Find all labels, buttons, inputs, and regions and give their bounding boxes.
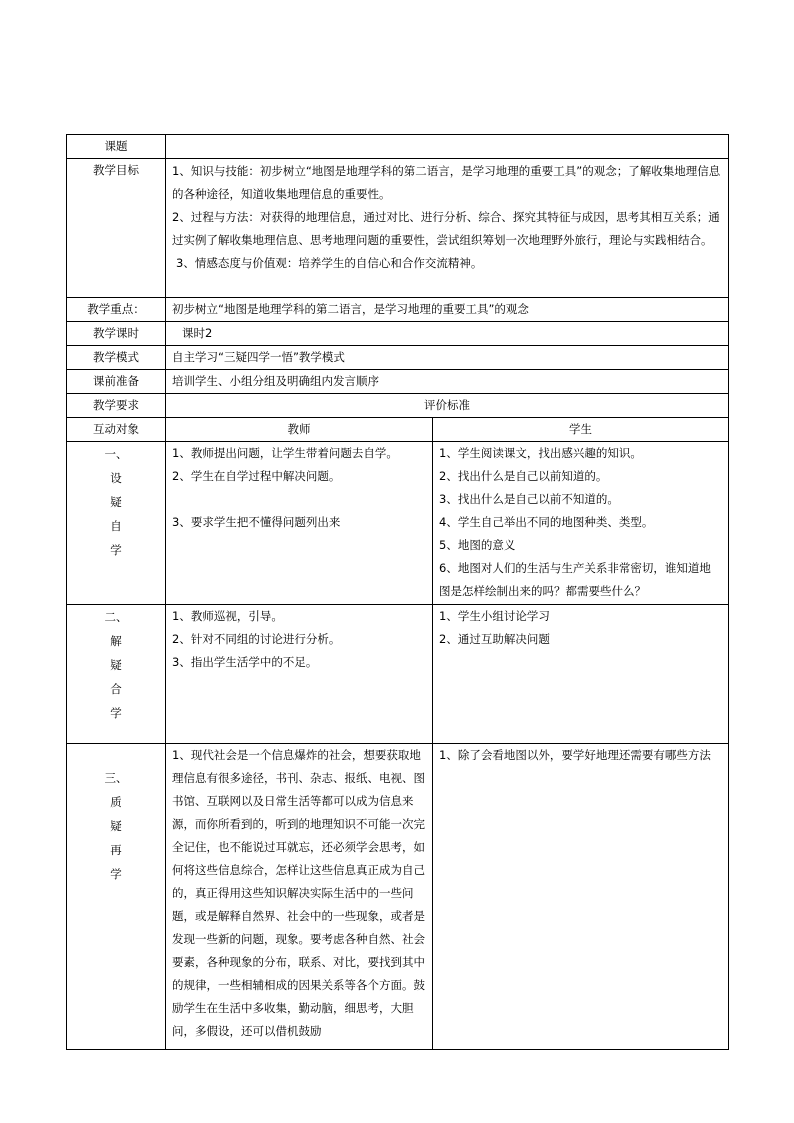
student-header: 学生	[433, 418, 729, 442]
stage-1-student: 1、学生阅读课文，找出感兴趣的知识。 2、找出什么是自己以前知道的。 3、找出什么是自己以前不知道的。 4、学生自己举出不同的地图种类、类型。 5、地图的意义 6、地图对人们的生活与生产关系非常密切，谁知道地图是怎样绘制出来的吗？都需要些什么？	[433, 442, 729, 605]
goal-item: 2、过程与方法：对获得的地理信息，通过对比、进行分析、综合、探究其特征与成因，思考其相互关系；通过实例了解收集地理信息、思考地理问题的重要性，尝试组织筹划一次地理野外旅行，理论与实践相结合。	[172, 210, 720, 247]
hours-value: 课时2	[166, 322, 729, 346]
stage-2-label: 二、 解 疑 合 学	[67, 605, 166, 744]
req-value: 评价标准	[166, 394, 729, 418]
stage-3-student: 1、除了会看地图以外，要学好地理还需要有哪些方法	[433, 744, 729, 1050]
lesson-plan-table	[66, 134, 729, 1050]
row-mode	[67, 346, 729, 370]
row-stage-1	[67, 442, 729, 605]
req-label: 教学要求	[67, 394, 166, 418]
mode-label: 教学模式	[67, 346, 166, 370]
stage-2-student: 1、学生小组讨论学习 2、通过互助解决问题	[433, 605, 729, 744]
key-point-label: 教学重点：	[67, 298, 166, 322]
key-point-value: 初步树立“地图是地理学科的第二语言，是学习地理的重要工具”的观念	[166, 298, 729, 322]
goal-item: 3、情感态度与价值观：培养学生的自信心和合作交流精神。	[176, 256, 483, 270]
stage-3-label: 三、 质 疑 再 学	[67, 744, 166, 1050]
prep-label: 课前准备	[67, 370, 166, 394]
topic-value	[166, 135, 729, 159]
row-goals	[67, 159, 729, 298]
stage-3-teacher: 1、现代社会是一个信息爆炸的社会，想要获取地理信息有很多途径，书刊、杂志、报纸、电视、图书馆、互联网以及日常生活等都可以成为信息来源，而你所看到的，听到的地理知识不可能一次完全记住，也不能说过耳就忘，还必须学会思考，如何将这些信息综合，怎样让这些信息真正成为自己的，真正得用这些知识解决实际生活中的一些问题，或是解释自然界、社会中的一些现象，或者是发现一些新的问题，现象。要考虑各种自然、社会要素，各种现象的分布，联系、对比，要找到其中的规律，一些相辅相成的因果关系等各个方面。鼓励学生在生活中多收集，勤动脑，细思考，大胆问，多假设，还可以借机鼓励	[166, 744, 433, 1050]
goals-content	[166, 159, 729, 298]
row-prep	[67, 370, 729, 394]
stage-2-teacher: 1、教师巡视，引导。 2、针对不同组的讨论进行分析。 3、指出学生活学中的不足。	[166, 605, 433, 744]
topic-label: 课题	[67, 135, 166, 159]
teacher-header: 教师	[166, 418, 433, 442]
row-key-point	[67, 298, 729, 322]
row-topic	[67, 135, 729, 159]
row-interact	[67, 418, 729, 442]
row-req	[67, 394, 729, 418]
goal-item: 1、知识与技能：初步树立“地图是地理学科的第二语言，是学习地理的重要工具”的观念；了解收集地理信息的各种途径，知道收集地理信息的重要性。	[172, 164, 721, 201]
row-stage-2	[67, 605, 729, 744]
row-hours	[67, 322, 729, 346]
hours-label: 教学课时	[67, 322, 166, 346]
prep-value: 培训学生、小组分组及明确组内发言顺序	[166, 370, 729, 394]
mode-value: 自主学习“三疑四学一悟”教学模式	[166, 346, 729, 370]
goals-label: 教学目标	[67, 159, 166, 298]
row-stage-3	[67, 744, 729, 1050]
interact-label: 互动对象	[67, 418, 166, 442]
stage-1-teacher: 1、教师提出问题，让学生带着问题去自学。 2、学生在自学过程中解决问题。 3、要求学生把不懂得问题列出来	[166, 442, 433, 605]
stage-1-label: 一、 设 疑 自 学	[67, 442, 166, 605]
